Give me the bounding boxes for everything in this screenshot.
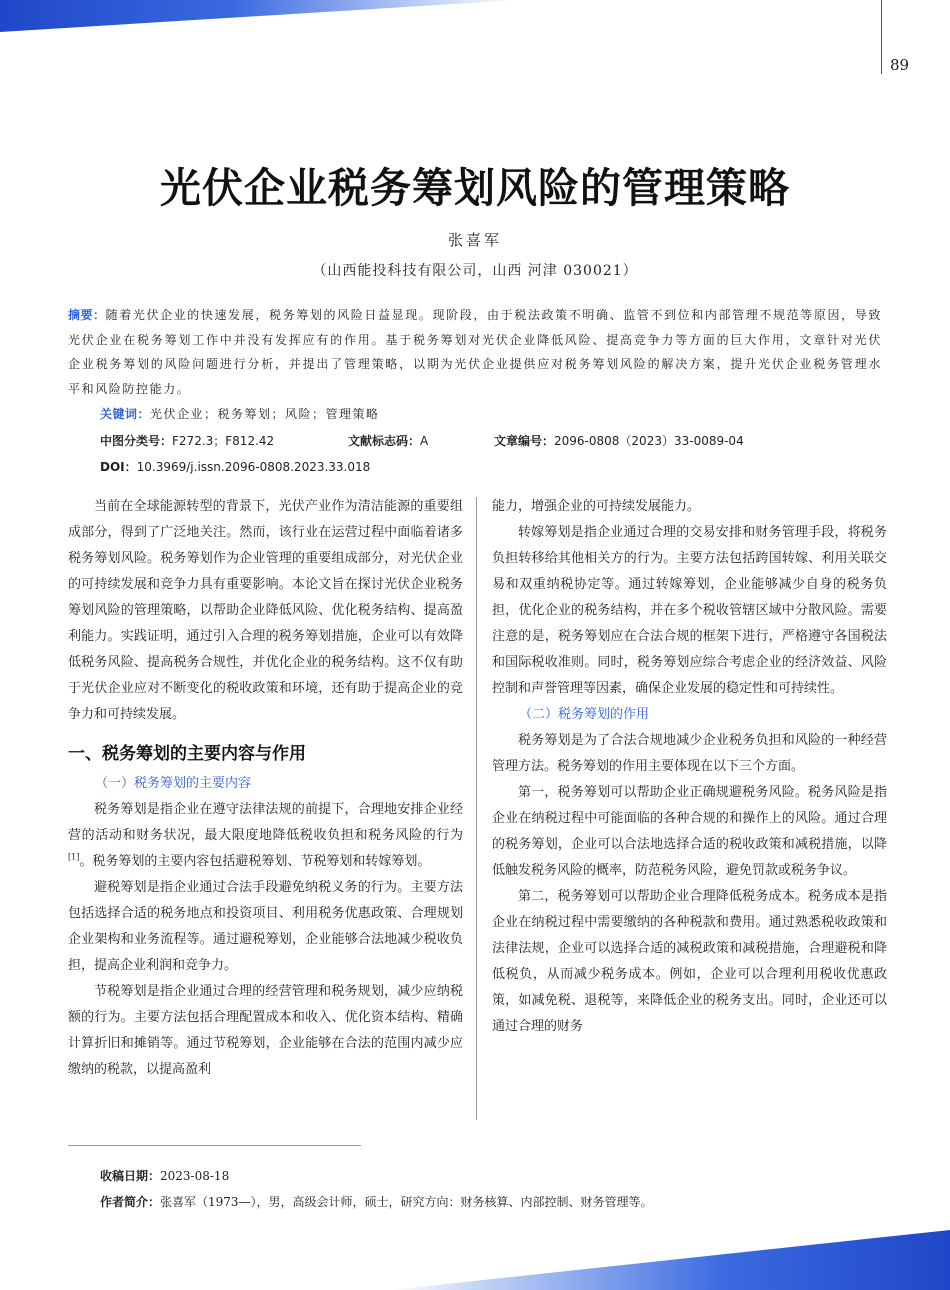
received-label: 收稿日期： — [100, 1169, 161, 1183]
page-number: 89 — [890, 56, 910, 74]
section-heading: 一、税务筹划的主要内容与作用 — [68, 744, 306, 764]
article-no-label: 文章编号： — [494, 434, 555, 448]
clc-value: F272.3；F812.42 — [172, 434, 275, 448]
document-code — [348, 432, 428, 449]
body-paragraph — [68, 797, 463, 875]
header-color-band — [0, 0, 520, 32]
author-name: 张喜军 — [447, 231, 502, 249]
doi-label: DOI： — [100, 460, 137, 474]
body-paragraph: 转嫁筹划是指企业通过合理的交易安排和财务管理手段，将税务负担转移给其他相关方的行为。主要方法包括跨国转嫁、利用关联交易和双重纳税协定等。通过转嫁筹划，企业能够减少自身的税务负担，优化企业的税务结构，并在多个税收管辖区域中分散风险。需要注意的是，税务筹划应在合法合规的框架下进行，严格遵守各国税法和国际税收准则。同时，税务筹划应综合考虑企业的经济效益、风险控制和声誉管理等因素，确保企业发展的稳定性和可持续性。 — [492, 525, 887, 696]
subsection-heading: （一）税务筹划的主要内容 — [95, 776, 252, 791]
clc-code — [100, 432, 274, 449]
body-paragraph: 税务筹划是为了合法合规地减少企业税务负担和风险的一种经营管理方法。税务筹划的作用主要体现在以下三个方面。 — [492, 733, 887, 774]
abstract-label: 摘要： — [68, 308, 106, 322]
article-no-value: 2096-0808（2023）33-0089-04 — [554, 434, 744, 448]
doc-code-label: 文献标志码： — [348, 434, 421, 448]
received-date — [100, 1167, 229, 1184]
abstract-text: 随着光伏企业的快速发展，税务筹划的风险日益显现。现阶段，由于税法政策不明确、监管不到位和内部管理不规范等原因，导致光伏企业在税务筹划工作中并没有发挥应有的作用。基于税务筹划对光伏企业降低风险、提高竞争力等方面的巨大作用，文章针对光伏企业税务筹划的风险问题进行分析，并提出了管理策略，以期为光伏企业提供应对税务筹划风险的解决方案，提升光伏企业税务管理水平和风险防控能力。 — [68, 308, 882, 396]
clc-label: 中图分类号： — [100, 434, 173, 448]
bio-label: 作者简介： — [100, 1195, 161, 1209]
paragraph-text: 税务筹划是指企业在遵守法律法规的前提下，合理地安排企业经营的活动和财务状况，最大限度地降低税收负担和税务风险的行为 — [68, 802, 463, 843]
footer-color-band — [390, 1230, 950, 1290]
received-value: 2023-08-18 — [160, 1169, 230, 1183]
article-number — [494, 432, 744, 449]
doi-value: 10.3969/j.issn.2096-0808.2023.33.018 — [136, 460, 371, 474]
column-divider — [476, 497, 477, 1120]
page-number-rule — [881, 0, 882, 74]
paper-title: 光伏企业税务筹划风险的管理策略 — [160, 164, 790, 212]
body-paragraph: 节税筹划是指企业通过合理的经营管理和税务规划，减少应纳税额的行为。主要方法包括合理配置成本和收入、优化资本结构、精确计算折旧和摊销等。通过节税筹划，企业能够在合法的范围内减少应缴纳的税款，以提高盈利 — [68, 984, 463, 1077]
citation-ref: [1] — [68, 852, 80, 862]
paragraph-text: 。税务筹划的主要内容包括避税筹划、节税筹划和转嫁筹划。 — [79, 854, 431, 869]
intro-paragraph: 当前在全球能源转型的背景下，光伏产业作为清洁能源的重要组成部分，得到了广泛地关注。然而，该行业在运营过程中面临着诸多税务筹划风险。税务筹划作为企业管理的重要组成部分，对光伏企业的可持续发展和竞争力具有重要影响。本论文旨在探讨光伏企业税务筹划风险的管理策略，以帮助企业降低风险、优化税务结构、提高盈利能力。实践证明，通过引入合理的税务筹划措施，企业可以有效降低税务风险、提高税务合规性，并优化企业的税务结构。这不仅有助于光伏企业应对不断变化的税收政策和环境，还有助于提高企业的竞争力和可持续发展。 — [68, 499, 463, 722]
left-column — [68, 494, 463, 1083]
footnote-rule — [68, 1145, 361, 1146]
body-paragraph: 能力，增强企业的可持续发展能力。 — [492, 499, 701, 514]
body-paragraph: 避税筹划是指企业通过合法手段避免纳税义务的行为。主要方法包括选择合适的税务地点和投资项目、利用税务优惠政策、合理规划企业架构和业务流程等。通过避税筹划，企业能够合法地减少税收负担，提高企业利润和竞争力。 — [68, 880, 463, 973]
keywords-label: 关键词： — [100, 407, 151, 421]
author-bio — [100, 1193, 653, 1210]
abstract — [68, 303, 882, 401]
right-column — [492, 494, 887, 1040]
keywords-text: 光伏企业；税务筹划；风险；管理策略 — [150, 407, 380, 421]
author-affiliation: （山西能投科技有限公司，山西 河津 030021） — [312, 263, 638, 279]
body-paragraph: 第二，税务筹划可以帮助企业合理降低税务成本。税务成本是指企业在纳税过程中需要缴纳的各种税款和费用。通过熟悉税收政策和法律法规，企业可以选择合适的减税政策和减税措施，合理避税和降低税负，从而减少税务成本。例如，企业可以合理利用税收优惠政策，如减免税、退税等，来降低企业的税务支出。同时，企业还可以通过合理的财务 — [492, 889, 887, 1034]
keywords — [100, 405, 380, 422]
subsection-heading: （二）税务筹划的作用 — [519, 707, 650, 722]
doc-code-value: A — [420, 434, 429, 448]
doi — [100, 458, 370, 475]
bio-value: 张喜军（1973—），男，高级会计师，硕士，研究方向：财务核算、内部控制、财务管理等。 — [160, 1195, 653, 1209]
body-paragraph: 第一，税务筹划可以帮助企业正确规避税务风险。税务风险是指企业在纳税过程中可能面临的各种合规的和操作上的风险。通过合理的税务筹划，企业可以合法地选择合适的税收政策和减税措施，以降低触发税务风险的概率，防范税务风险，避免罚款或税务争议。 — [492, 785, 887, 878]
